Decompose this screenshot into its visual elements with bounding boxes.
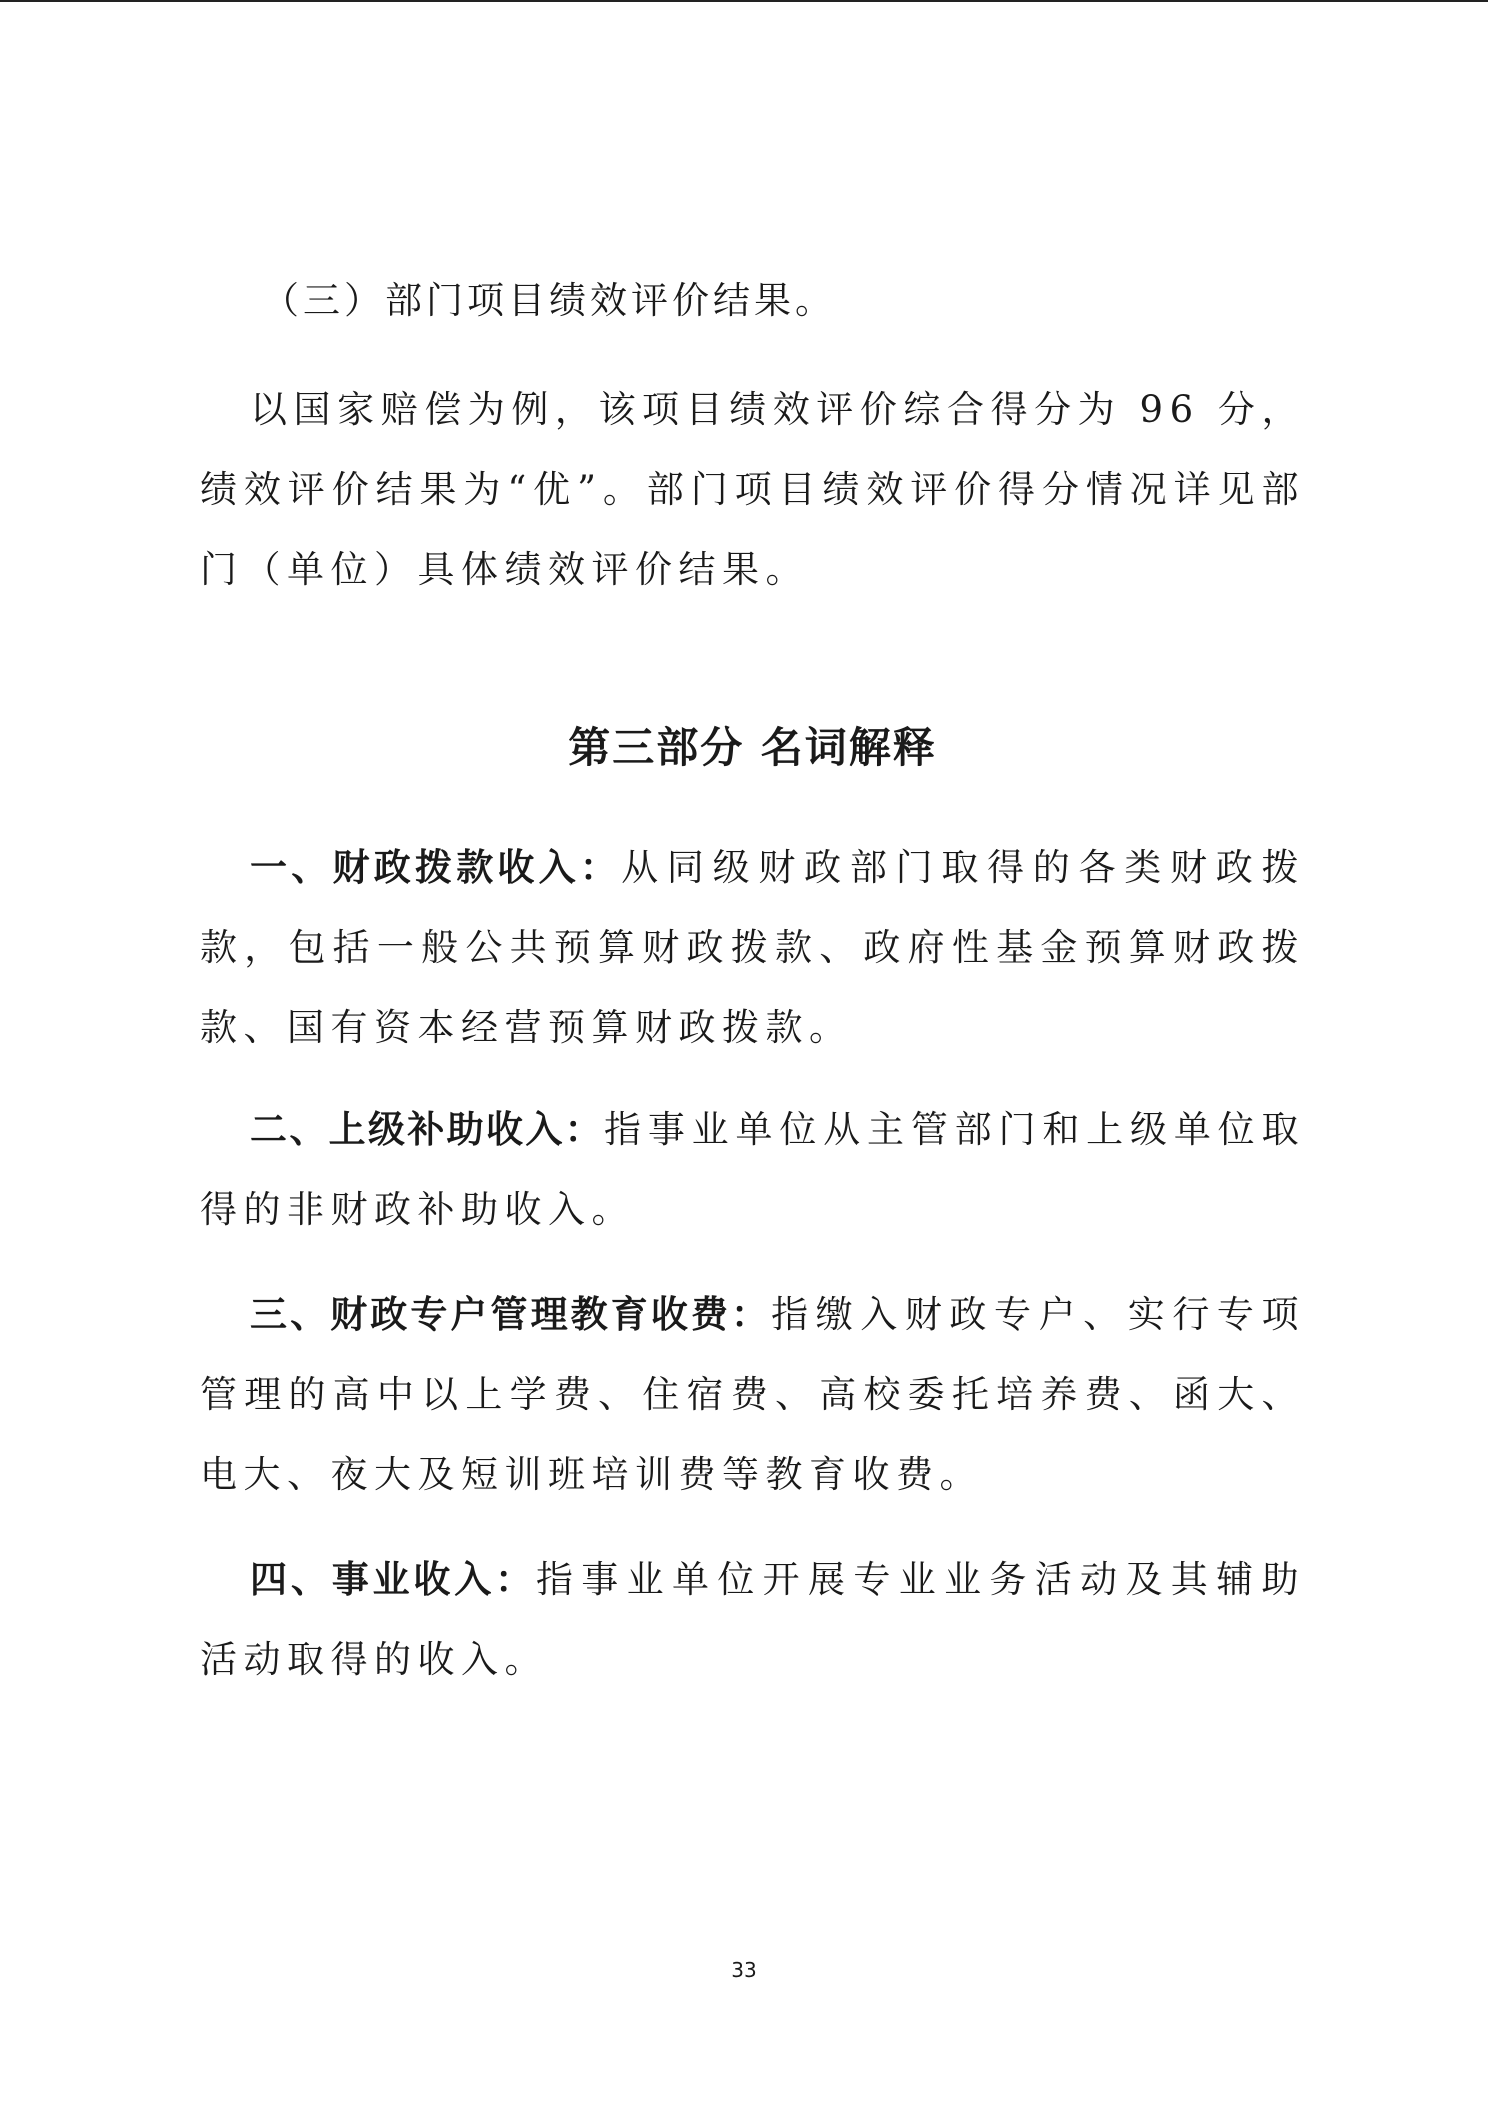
subsection-heading: （三）部门项目绩效评价结果。 — [262, 279, 836, 322]
page-top-border — [0, 0, 1488, 2]
definition-term: 四、事业收入： — [250, 1558, 536, 1601]
definition-paragraph — [200, 1090, 1305, 1250]
definition-paragraph — [200, 1275, 1305, 1515]
definition-term: 二、上级补助收入： — [250, 1108, 604, 1151]
definition-text: 指缴入财政专户、实行专项管理的高中以上学费、住宿费、高校委托培养费、函大、电大、夜大及短训班培训费等教育收费。 — [200, 1293, 1306, 1496]
definition-paragraph — [200, 828, 1305, 1068]
definition-text: 指事业单位从主管部门和上级单位取得的非财政补助收入。 — [200, 1108, 1305, 1231]
definition-term: 三、财政专户管理教育收费： — [250, 1293, 772, 1336]
evaluation-paragraph: 以国家赔偿为例，该项目绩效评价综合得分为 96 分，绩效评价结果为“优”。部门项目绩效评价得分情况详见部门（单位）具体绩效评价结果。 — [200, 388, 1305, 591]
page-number: 33 — [731, 1958, 757, 1982]
section-title: 第三部分 名词解释 — [568, 723, 937, 772]
definition-text: 指事业单位开展专业业务活动及其辅助活动取得的收入。 — [200, 1558, 1306, 1681]
definition-text: 从同级财政部门取得的各类财政拨款，包括一般公共预算财政拨款、政府性基金预算财政拨款、国有资本经营预算财政拨款。 — [200, 846, 1306, 1049]
definition-term: 一、财政拨款收入： — [250, 846, 622, 889]
definition-paragraph — [200, 1540, 1305, 1700]
